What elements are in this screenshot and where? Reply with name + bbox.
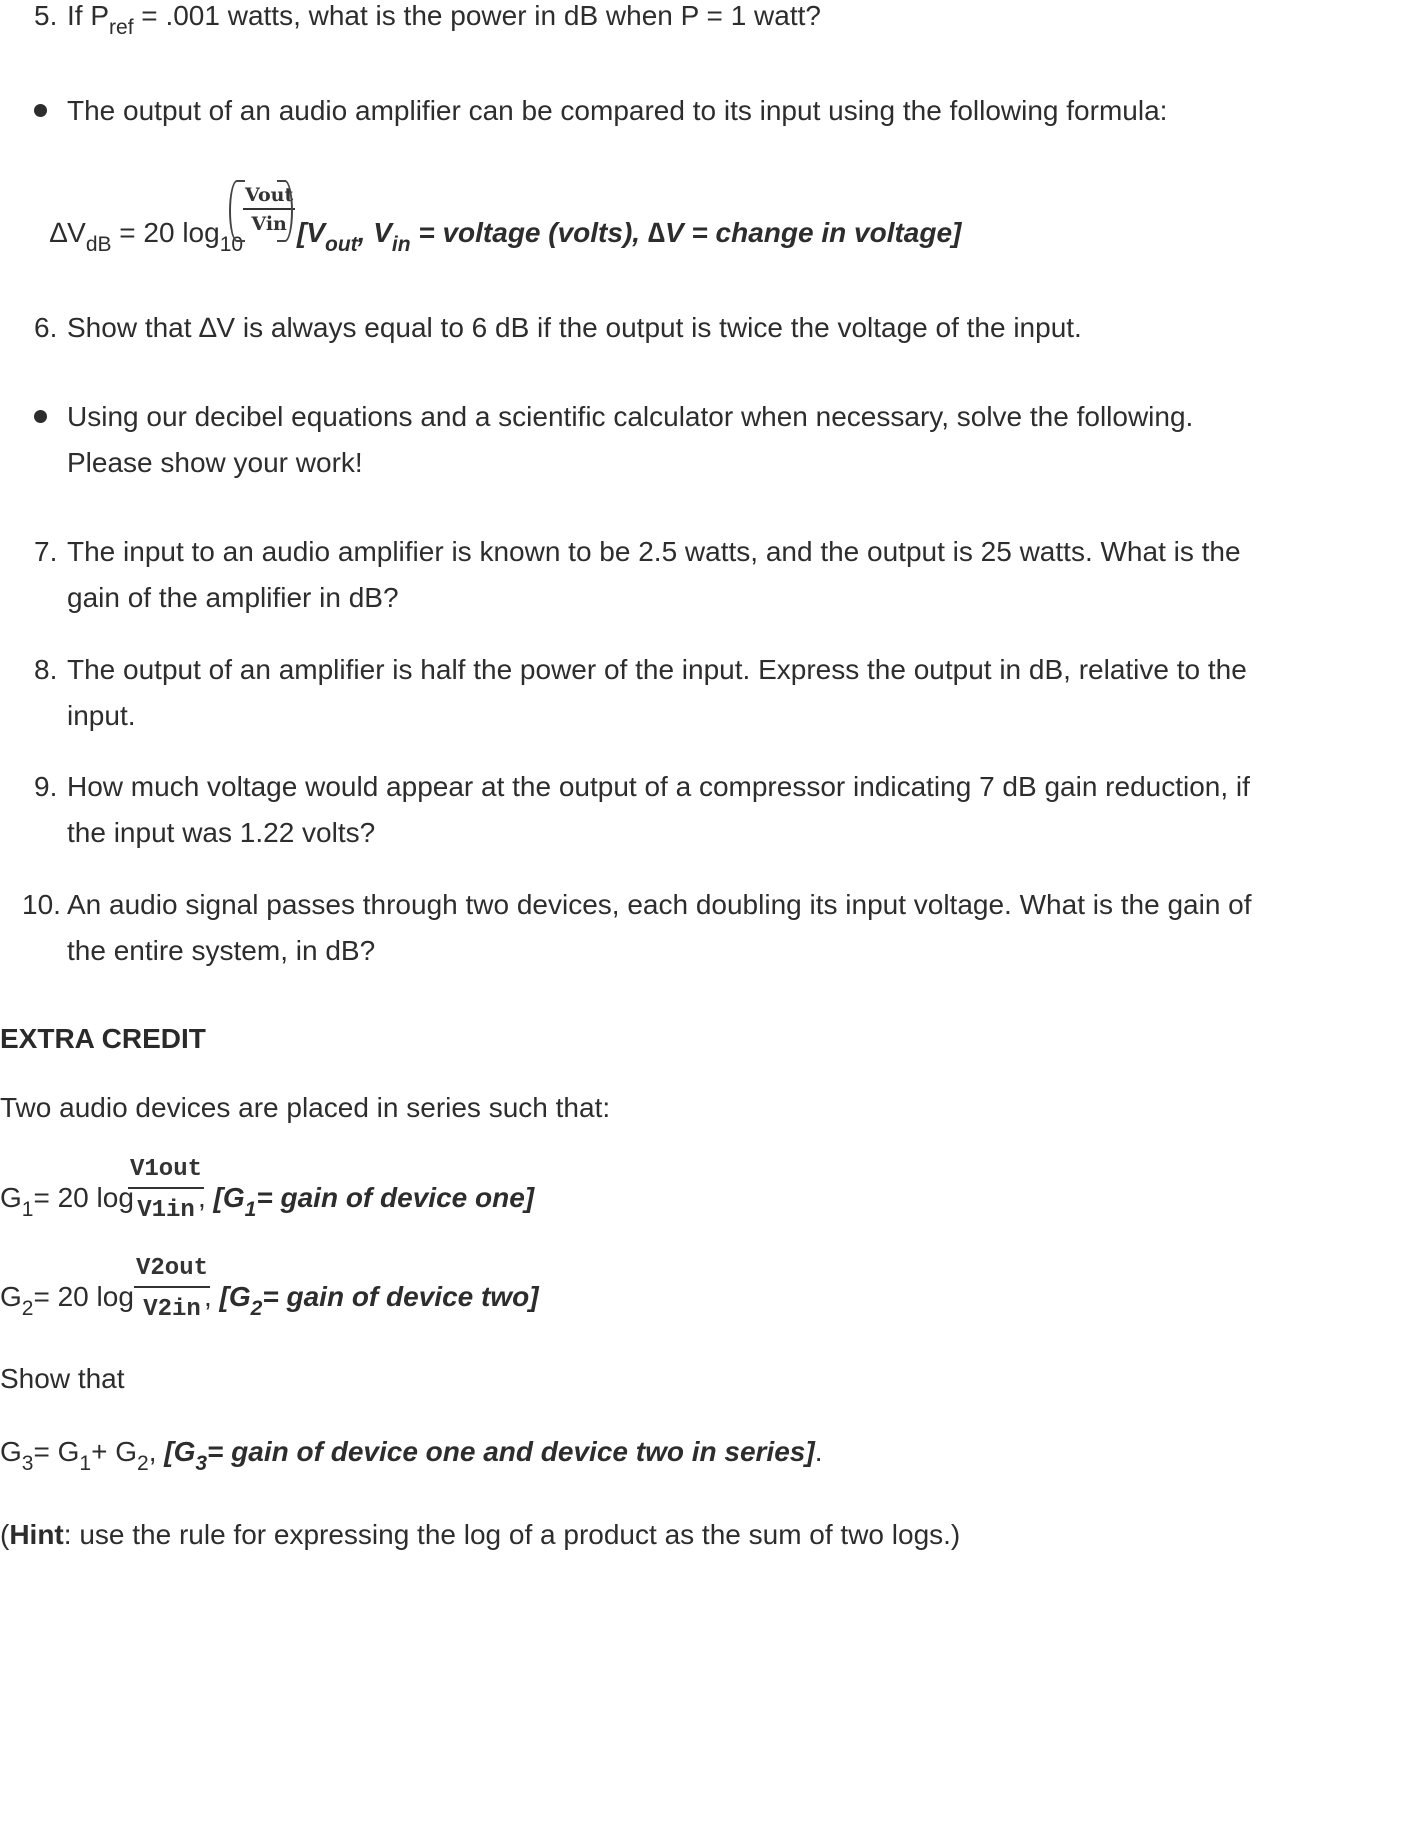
fraction-vout-vin: Vout Vin: [245, 184, 294, 235]
question-number: 9.: [34, 771, 58, 802]
hint: (Hint: use the rule for expressing the log of a product as the sum of two logs.): [0, 1519, 961, 1550]
bullet-text: The output of an audio amplifier can be compared to its input using the following formula:: [67, 95, 1168, 126]
question-number: 8.: [34, 654, 58, 685]
question-text-line2: gain of the amplifier in dB?: [67, 582, 399, 613]
question-text: If $P_{ref} = .001$ watts, what is the power in dB when P = 1 watt?: [67, 0, 821, 39]
bullet-icon: [34, 104, 47, 117]
g1-description: , [$G_1=$ gain of device one]: [198, 1182, 535, 1221]
bullet-icon: [34, 410, 47, 423]
question-text-line2: the entire system, in dB?: [67, 935, 376, 966]
hint-label: Hint: [9, 1519, 64, 1550]
fraction-v2out-v2in: V2out V2in: [136, 1255, 209, 1323]
question-text-line1: The output of an amplifier is half the power of the input. Express the output in dB, relative to the: [67, 654, 1247, 685]
bullet-text-line1: Using our decibel equations and a scientific calculator when necessary, solve the following.: [67, 401, 1194, 432]
formula-lhs: $\Delta V_{dB} = 20$ $\log_{10}$: [50, 217, 244, 256]
formula-description: [$V_{out}$, $V_{in}$ = voltage (volts), ∆V = change in voltage]: [297, 217, 962, 256]
formula-g3: $G_3= G_1+ G_2$, [$G_3=$ gain of device one and device two in series].: [0, 1436, 823, 1475]
g1-lhs: $G_1= 20$ log: [0, 1182, 134, 1221]
question-text-line1: The input to an audio amplifier is known to be 2.5 watts, and the output is 25 watts. What is the: [67, 536, 1241, 567]
bullet-text-line2: Please show your work!: [67, 447, 363, 478]
right-paren-icon: [277, 180, 293, 242]
question-number: 6.: [34, 312, 58, 343]
question-text-line2: the input was 1.22 volts?: [67, 817, 376, 848]
show-that-text: Show that: [0, 1363, 125, 1394]
fraction-v1out-v1in: V1out V1in: [130, 1156, 203, 1224]
question-number: 5.: [34, 0, 58, 31]
question-text-line2: input.: [67, 700, 136, 731]
question-text-line1: How much voltage would appear at the output of a compressor indicating 7 dB gain reduction, if: [67, 771, 1250, 802]
question-number: 10.: [22, 889, 61, 920]
g2-description: , [$G_2=$ gain of device two]: [204, 1281, 539, 1320]
extra-credit-heading: EXTRA CREDIT: [0, 1023, 206, 1054]
question-text-line1: An audio signal passes through two devices, each doubling its input voltage. What is the gain of: [67, 889, 1252, 920]
question-number: 7.: [34, 536, 58, 567]
question-text: Show that ∆V is always equal to 6 dB if the output is twice the voltage of the input.: [67, 312, 1082, 343]
g2-lhs: $G_2= 20$ log: [0, 1281, 134, 1320]
extra-credit-intro: Two audio devices are placed in series such that:: [0, 1092, 611, 1123]
